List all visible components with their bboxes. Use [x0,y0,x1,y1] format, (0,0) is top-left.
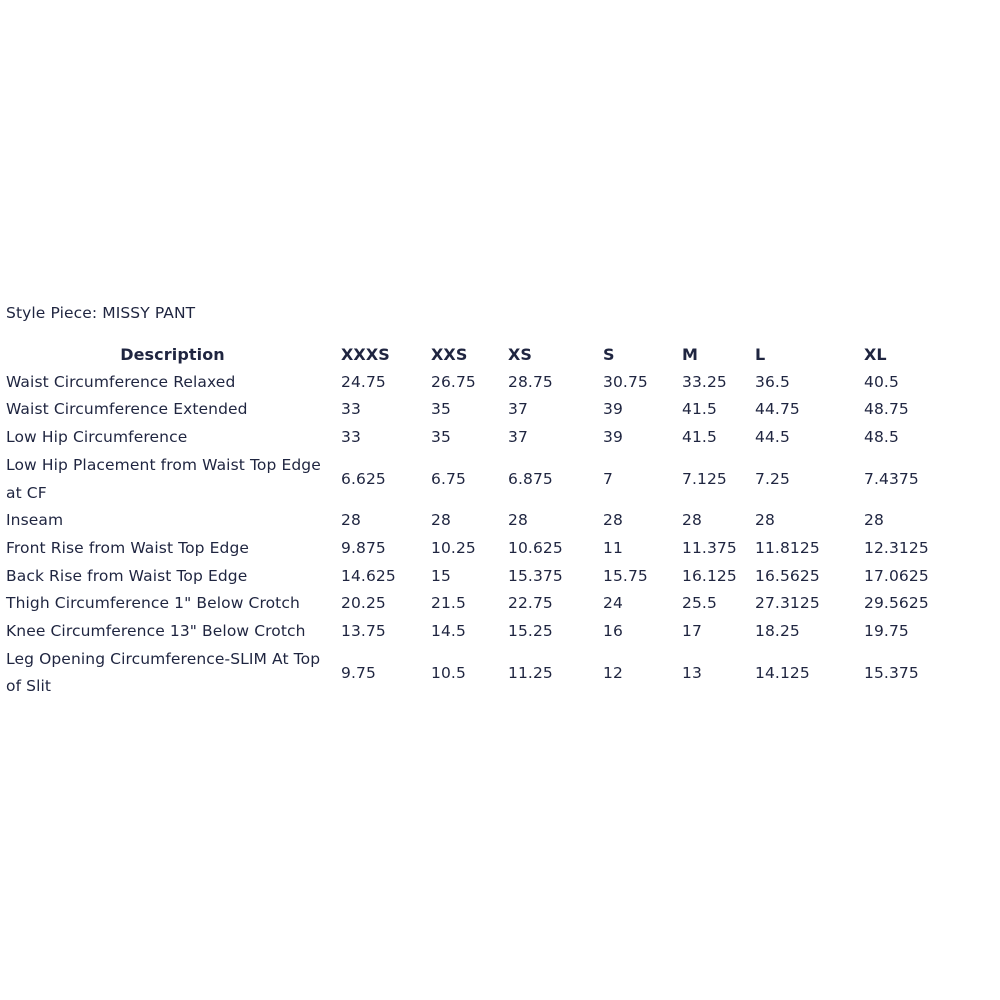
cell-xxxs: 20.25 [341,594,386,613]
cell-l: 11.8125 [755,538,820,557]
cell-xxs: 15 [431,566,451,585]
cell-m: 25.5 [682,594,717,613]
cell-m: 17 [682,622,702,641]
cell-xxxs: 33 [341,400,361,419]
header-description: Description [120,345,225,364]
cell-xl: 7.4375 [864,469,919,488]
cell-xxxs: 9.75 [341,663,376,682]
cell-m: 7.125 [682,469,727,488]
row-description: Low Hip Circumference [6,428,188,447]
cell-l: 44.5 [755,428,790,447]
header-size-l: L [755,345,766,364]
cell-xl: 12.3125 [864,538,929,557]
cell-l: 36.5 [755,372,790,391]
cell-xxxs: 13.75 [341,622,386,641]
cell-xs: 11.25 [508,663,553,682]
row-description: Front Rise from Waist Top Edge [6,538,250,557]
cell-xl: 17.0625 [864,566,929,585]
cell-xs: 15.25 [508,622,553,641]
cell-xl: 19.75 [864,622,909,641]
table-row [4,396,952,424]
row-description: Inseam [6,511,64,530]
cell-s: 30.75 [603,372,648,391]
table-row [4,535,952,563]
cell-xxs: 35 [431,428,451,447]
cell-m: 16.125 [682,566,737,585]
table-row [4,590,952,618]
cell-l: 27.3125 [755,594,820,613]
cell-xxs: 21.5 [431,594,466,613]
cell-xl: 48.5 [864,428,899,447]
cell-l: 44.75 [755,400,800,419]
cell-l: 14.125 [755,663,810,682]
row-description: Back Rise from Waist Top Edge [6,566,248,585]
cell-s: 24 [603,594,623,613]
cell-xxxs: 6.625 [341,469,386,488]
cell-xl: 40.5 [864,372,899,391]
table-row [4,646,952,701]
row-description: Waist Circumference Extended [6,400,248,419]
header-size-xl: XL [864,345,887,364]
cell-m: 41.5 [682,400,717,419]
cell-xxxs: 9.875 [341,538,386,557]
size-chart-table [4,341,952,701]
cell-xxs: 10.5 [431,663,466,682]
cell-s: 15.75 [603,566,648,585]
cell-xs: 37 [508,400,528,419]
cell-m: 33.25 [682,372,727,391]
header-row [4,341,952,369]
cell-xxxs: 33 [341,428,361,447]
cell-l: 16.5625 [755,566,820,585]
cell-s: 12 [603,663,623,682]
cell-xs: 28 [508,511,528,530]
cell-s: 39 [603,400,623,419]
cell-xs: 37 [508,428,528,447]
row-description: Thigh Circumference 1" Below Crotch [6,594,300,613]
cell-xl: 29.5625 [864,594,929,613]
cell-xxs: 14.5 [431,622,466,641]
cell-l: 18.25 [755,622,800,641]
table-row [4,507,952,535]
cell-s: 28 [603,511,623,530]
cell-s: 16 [603,622,623,641]
cell-xxxs: 24.75 [341,372,386,391]
cell-s: 7 [603,469,613,488]
row-description: Waist Circumference Relaxed [6,372,236,391]
table-row [4,424,952,452]
cell-l: 7.25 [755,469,790,488]
header-size-m: M [682,345,699,364]
cell-xl: 48.75 [864,400,909,419]
cell-s: 39 [603,428,623,447]
cell-m: 13 [682,663,702,682]
header-size-s: S [603,345,615,364]
cell-xxxs: 28 [341,511,361,530]
cell-xxs: 35 [431,400,451,419]
cell-m: 28 [682,511,702,530]
table-row [4,369,952,397]
table-row [4,618,952,646]
row-description: Leg Opening Circumference-SLIM At Top of Slit [6,649,321,696]
cell-m: 11.375 [682,538,737,557]
cell-xs: 15.375 [508,566,563,585]
cell-xl: 15.375 [864,663,919,682]
cell-m: 41.5 [682,428,717,447]
cell-xs: 6.875 [508,469,553,488]
header-size-xs: XS [508,345,533,364]
cell-xxxs: 14.625 [341,566,396,585]
header-size-xxxs: XXXS [341,345,390,364]
cell-xl: 28 [864,511,884,530]
cell-xs: 22.75 [508,594,553,613]
cell-l: 28 [755,511,775,530]
table-row [4,563,952,591]
table-row [4,452,952,507]
cell-xxs: 26.75 [431,372,476,391]
header-size-xxs: XXS [431,345,468,364]
cell-xxs: 10.25 [431,538,476,557]
style-piece-title: Style Piece: MISSY PANT [6,304,196,322]
cell-xxs: 6.75 [431,469,466,488]
cell-xxs: 28 [431,511,451,530]
row-description: Knee Circumference 13" Below Crotch [6,622,306,641]
cell-xs: 10.625 [508,538,563,557]
row-description: Low Hip Placement from Waist Top Edge at CF [6,455,321,502]
cell-s: 11 [603,538,623,557]
cell-xs: 28.75 [508,372,553,391]
